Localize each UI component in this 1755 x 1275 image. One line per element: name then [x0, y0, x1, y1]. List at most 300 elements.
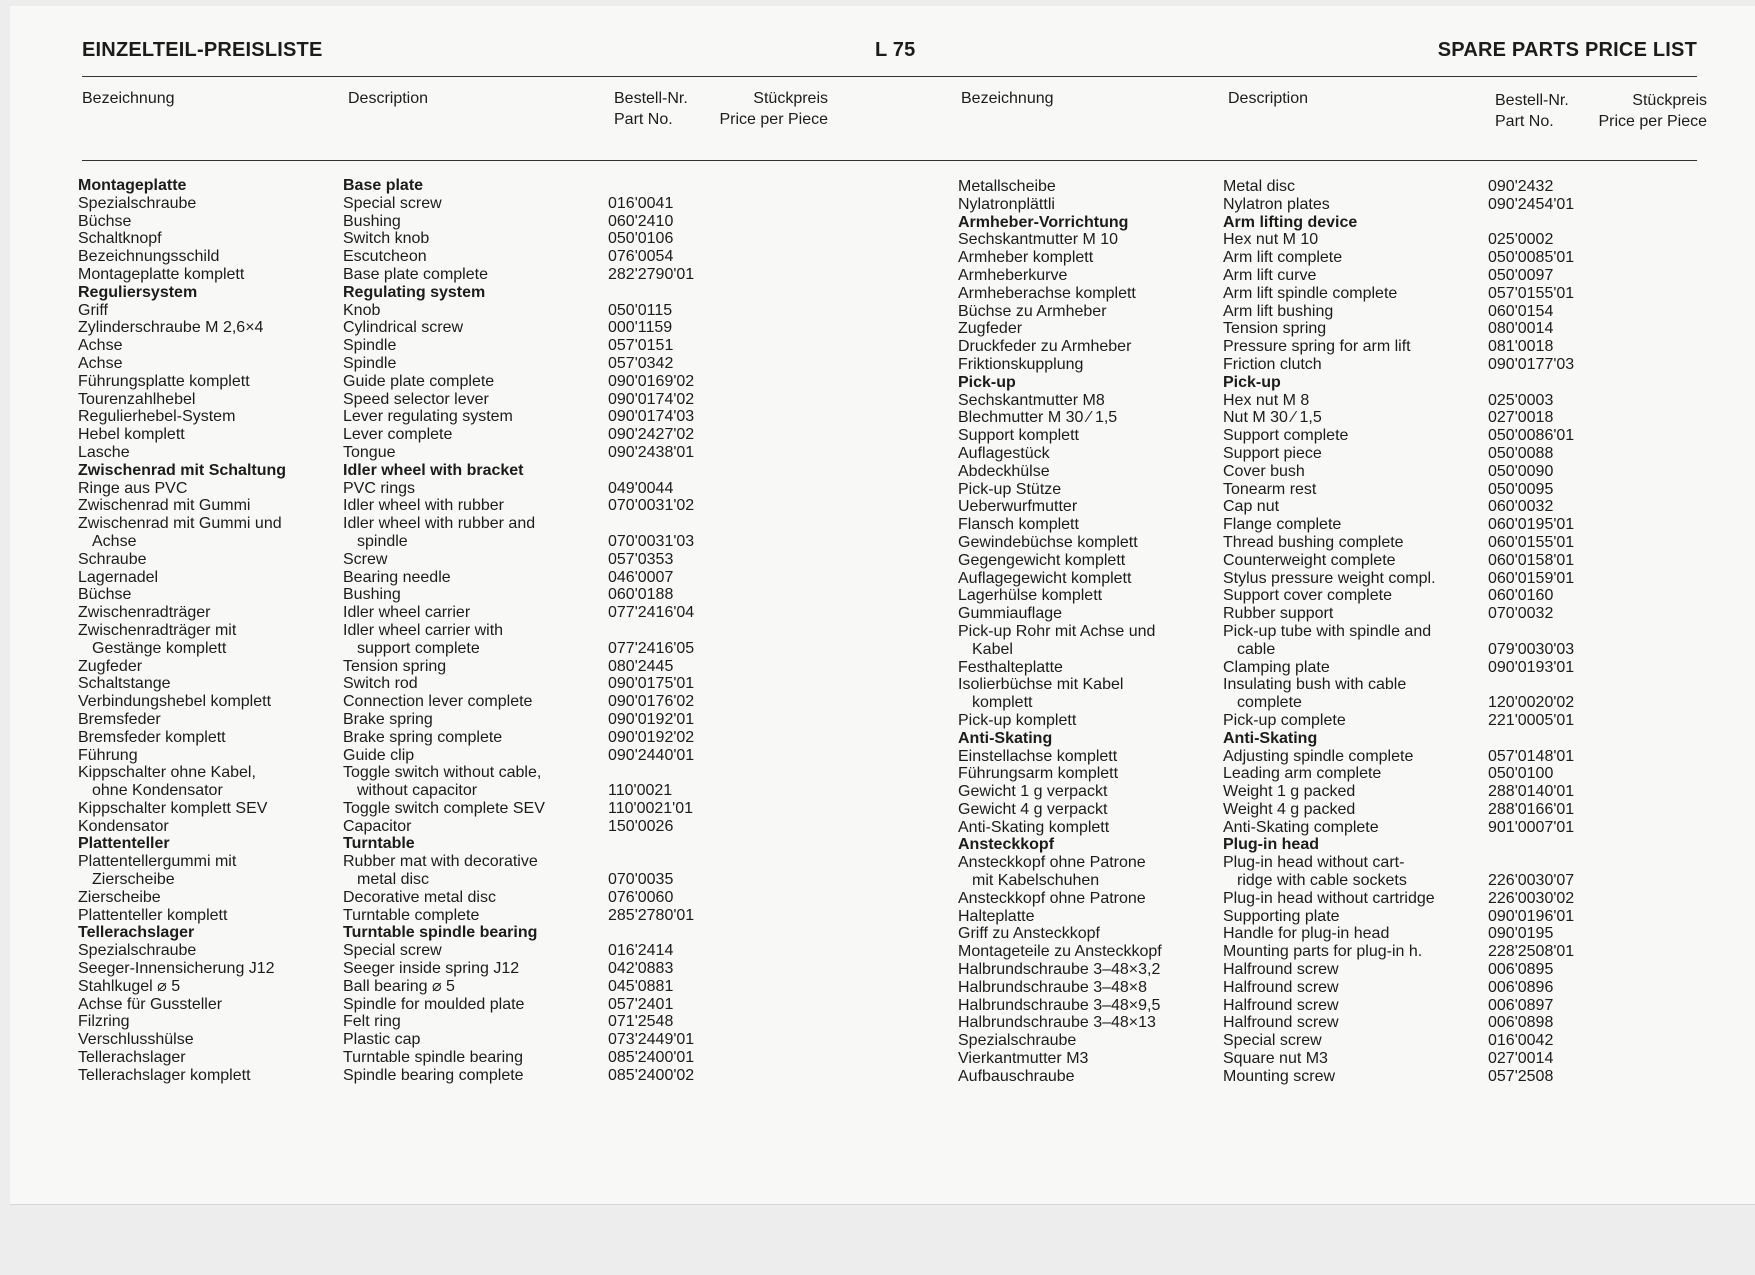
part-name-german: Flansch komplett — [958, 516, 1079, 534]
part-name-german: Gummiauflage — [958, 605, 1063, 623]
part-name-english: Arm lift curve — [1223, 266, 1317, 284]
part-number: 090'2454'01 — [1488, 195, 1575, 213]
part-name-english: Decorative metal disc — [343, 888, 496, 906]
part-name-english: Bushing — [343, 586, 401, 604]
colhead-stueckpreis-label: Stückpreis — [753, 90, 828, 107]
part-number: 090'2438'01 — [608, 443, 695, 461]
part-number: 090'0196'01 — [1488, 907, 1575, 925]
part-name-english: Pick-up complete — [1223, 711, 1346, 729]
part-name-english: Metal disc — [1223, 178, 1296, 195]
colhead-stueckpreis-label: Stückpreis — [1632, 92, 1707, 109]
part-name-german: Büchse zu Armheber — [958, 302, 1107, 320]
part-name-german: Kondensator — [78, 817, 169, 835]
part-name-german: Armheber komplett — [958, 249, 1094, 267]
part-number: 050'0090 — [1488, 462, 1554, 480]
part-name-english: Halfround screw — [1223, 978, 1339, 996]
part-name-german: Seeger-Innensicherung J12 — [78, 960, 275, 978]
part-number: 050'0086'01 — [1488, 427, 1575, 445]
colhead-price-per-piece-label: Price per Piece — [1598, 113, 1707, 130]
colhead-partno-label: Part No. — [614, 111, 673, 128]
part-name-english: Turntable — [343, 835, 415, 853]
part-number: 016'2414 — [608, 942, 674, 960]
part-name-english: spindle — [357, 532, 408, 550]
part-name-german: Tellerachslager — [78, 1049, 186, 1067]
part-number: 226'0030'07 — [1488, 872, 1575, 890]
part-name-english: Halfround screw — [1223, 996, 1339, 1014]
part-name-german: Einstellachse komplett — [958, 747, 1118, 765]
part-name-english: Toggle switch complete SEV — [343, 799, 545, 817]
part-name-german: Montageplatte komplett — [78, 265, 245, 283]
part-name-english: Friction clutch — [1223, 355, 1322, 373]
part-number: 050'0088 — [1488, 444, 1554, 462]
part-name-german: Aufbauschraube — [958, 1067, 1075, 1085]
part-number: 288'0166'01 — [1488, 800, 1575, 818]
part-name-german: Armheberachse komplett — [958, 284, 1136, 302]
part-name-german: Hebel komplett — [78, 426, 185, 444]
part-number: 090'0195 — [1488, 925, 1554, 943]
part-name-english: Idler wheel with rubber — [343, 497, 504, 515]
part-name-german: Isolierbüchse mit Kabel — [958, 676, 1124, 694]
part-number: 090'0192'01 — [608, 710, 695, 728]
part-number: 110'0021'01 — [608, 799, 694, 817]
part-number: 090'0175'01 — [608, 675, 695, 693]
part-name-english: Bearing needle — [343, 568, 451, 586]
part-name-german: Pick-up Stütze — [958, 480, 1062, 498]
colhead-description-left: Description — [348, 90, 429, 107]
part-name-english: Counterweight complete — [1223, 551, 1396, 569]
part-name-german: Achse — [78, 354, 123, 372]
part-number: 073'2449'01 — [608, 1031, 695, 1049]
part-name-german: Sechskantmutter M8 — [958, 391, 1105, 409]
part-name-english: Toggle switch without cable, — [343, 764, 542, 782]
colhead-description-right: Description — [1228, 90, 1309, 107]
part-name-english: Weight 4 g packed — [1223, 800, 1356, 818]
part-number: 042'0883 — [608, 960, 674, 978]
part-name-german: Spezialschraube — [958, 1032, 1077, 1050]
part-name-german: Halbrundschraube 3–48×8 — [958, 978, 1148, 996]
part-name-english: Special screw — [343, 194, 442, 212]
part-number: 060'0032 — [1488, 498, 1554, 516]
part-name-german: Halteplatte — [958, 907, 1035, 925]
part-name-english: Brake spring — [343, 710, 433, 728]
part-name-english: Cap nut — [1223, 498, 1280, 516]
part-name-german: Verschlusshülse — [78, 1031, 194, 1049]
part-name-german: Zylinderschraube M 2,6×4 — [78, 319, 264, 337]
part-number: 016'0041 — [608, 194, 674, 212]
part-name-german: Ansteckkopf ohne Patrone — [958, 854, 1146, 872]
part-name-german: Plattentellergummi mit — [78, 853, 237, 871]
part-name-german: Ansteckkopf — [958, 836, 1055, 854]
part-name-german: Zugfeder — [958, 320, 1023, 338]
part-number: 077'2416'05 — [608, 639, 695, 657]
price-list-page — [10, 6, 1755, 1205]
part-name-english: Plug-in head without cart- — [1223, 854, 1405, 872]
part-name-german: Vierkantmutter M3 — [958, 1050, 1089, 1068]
part-number: 016'0042 — [1488, 1032, 1554, 1050]
part-number: 057'0155'01 — [1488, 284, 1575, 302]
part-number: 006'0896 — [1488, 978, 1554, 996]
part-name-english: Escutcheon — [343, 248, 427, 266]
part-name-english: Nut M 30 ⁄ 1,5 — [1223, 409, 1322, 427]
part-number: 070'0032 — [1488, 605, 1554, 623]
part-name-english: Brake spring complete — [343, 728, 503, 746]
part-name-german: Achse — [78, 337, 123, 355]
part-number: 057'0353 — [608, 550, 674, 568]
part-name-english: Pick-up — [1223, 373, 1281, 391]
part-number: 080'2445 — [608, 657, 674, 675]
part-name-english: Cylindrical screw — [343, 319, 464, 337]
part-name-german: Regulierhebel-System — [78, 408, 236, 426]
part-name-english: Arm lifting device — [1223, 213, 1358, 231]
part-name-english: Ball bearing ⌀ 5 — [343, 977, 455, 995]
part-name-german: Ringe aus PVC — [78, 479, 188, 497]
part-number: 081'0018 — [1488, 338, 1554, 356]
part-name-german: Gegengewicht komplett — [958, 551, 1126, 569]
part-number: 027'0018 — [1488, 409, 1554, 427]
part-name-english: Seeger inside spring J12 — [343, 960, 520, 978]
part-name-english: Lever complete — [343, 426, 453, 444]
part-number: 060'0155'01 — [1488, 533, 1575, 551]
part-name-english: Idler wheel with rubber and — [343, 515, 536, 533]
part-name-german: Zwischenrad mit Schaltung — [78, 461, 287, 479]
part-name-english: metal disc — [357, 871, 430, 889]
part-name-english: Support complete — [1223, 427, 1349, 445]
part-name-german: Gewicht 4 g verpackt — [958, 800, 1108, 818]
part-name-german: Montageteile zu Ansteckkopf — [958, 943, 1162, 961]
part-name-english: Spindle for moulded plate — [343, 995, 525, 1013]
part-number: 221'0005'01 — [1488, 711, 1575, 729]
part-name-german: Griff — [78, 301, 108, 319]
part-name-english: Screw — [343, 550, 388, 568]
part-name-english: Rubber support — [1223, 605, 1334, 623]
part-number: 090'0177'03 — [1488, 355, 1575, 373]
part-name-german: Metallscheibe — [958, 178, 1056, 195]
part-name-english: cable — [1237, 640, 1276, 658]
part-name-english: Lever regulating system — [343, 408, 513, 426]
part-number: 085'2400'01 — [608, 1049, 695, 1067]
part-number: 050'0085'01 — [1488, 249, 1575, 267]
part-name-english: Square nut M3 — [1223, 1050, 1328, 1068]
part-name-german: mit Kabelschuhen — [972, 872, 1100, 890]
part-name-german: Zwischenrad mit Gummi und — [78, 515, 282, 533]
part-name-german: Führungsplatte komplett — [78, 372, 250, 390]
part-number: 090'2432 — [1488, 178, 1554, 195]
part-name-english: Tongue — [343, 443, 396, 461]
part-number: 060'0160 — [1488, 587, 1554, 605]
part-name-english: Anti-Skating complete — [1223, 818, 1379, 836]
part-number: 057'0151 — [608, 337, 674, 355]
part-name-german: Kippschalter ohne Kabel, — [78, 764, 256, 782]
part-name-english: Flange complete — [1223, 516, 1342, 534]
part-name-german: Nylatronplättli — [958, 195, 1055, 213]
part-name-german: Gewindebüchse komplett — [958, 533, 1138, 551]
part-name-german: Spezialschraube — [78, 942, 197, 960]
part-number: 901'0007'01 — [1488, 818, 1575, 836]
part-name-german: Halbrundschraube 3–48×9,5 — [958, 996, 1161, 1014]
part-number: 070'0031'02 — [608, 497, 695, 515]
colhead-bezeichnung-right: Bezeichnung — [961, 90, 1054, 107]
colhead-partno-label: Part No. — [1495, 113, 1554, 130]
part-number: 090'0193'01 — [1488, 658, 1575, 676]
part-name-english: Spindle — [343, 337, 397, 355]
part-number: 060'0188 — [608, 586, 674, 604]
part-name-german: Lagerhülse komplett — [958, 587, 1103, 605]
part-name-german: Plattenteller komplett — [78, 906, 228, 924]
part-number: 057'0148'01 — [1488, 747, 1575, 765]
part-name-english: Knob — [343, 301, 381, 319]
part-number: 006'0898 — [1488, 1014, 1554, 1032]
table-header-rule — [82, 160, 1697, 161]
part-name-english: Plug-in head — [1223, 836, 1319, 854]
part-name-german: Kippschalter komplett SEV — [78, 799, 268, 817]
part-number: 027'0014 — [1488, 1050, 1554, 1068]
part-number: 025'0003 — [1488, 391, 1554, 409]
part-number: 077'2416'04 — [608, 604, 695, 622]
part-name-german: ohne Kondensator — [92, 782, 223, 800]
part-name-english: Stylus pressure weight compl. — [1223, 569, 1436, 587]
part-name-english: Capacitor — [343, 817, 412, 835]
document-title-english: SPARE PARTS PRICE LIST — [1437, 39, 1697, 61]
part-name-german: Lasche — [78, 443, 130, 461]
part-name-german: Tellerachslager komplett — [78, 1066, 251, 1084]
part-number: 046'0007 — [608, 568, 674, 586]
colhead-bestellnr-label: Bestell-Nr. — [614, 90, 688, 107]
colhead-bezeichnung-left: Bezeichnung — [82, 90, 175, 107]
part-name-german: Zierscheibe — [92, 871, 175, 889]
part-number: 090'0174'02 — [608, 390, 695, 408]
part-name-english: Support cover complete — [1223, 587, 1392, 605]
part-name-english: Support piece — [1223, 444, 1322, 462]
part-name-german: Zierscheibe — [78, 888, 161, 906]
part-name-english: Weight 1 g packed — [1223, 783, 1356, 801]
part-name-english: Special screw — [343, 942, 442, 960]
part-name-german: Zwischenradträger — [78, 604, 211, 622]
part-name-english: Handle for plug-in head — [1223, 925, 1390, 943]
part-number: 090'0169'02 — [608, 372, 695, 390]
part-number: 110'0021 — [608, 782, 673, 800]
part-number: 057'0342 — [608, 354, 674, 372]
part-number: 050'0095 — [1488, 480, 1554, 498]
part-name-german: Sechskantmutter M 10 — [958, 231, 1119, 249]
part-number: 079'0030'03 — [1488, 640, 1575, 658]
part-name-german: Gewicht 1 g verpackt — [958, 783, 1108, 801]
part-number: 288'0140'01 — [1488, 783, 1575, 801]
part-name-english: Supporting plate — [1223, 907, 1340, 925]
part-number: 060'0195'01 — [1488, 516, 1575, 534]
colhead-price-left — [704, 88, 828, 130]
part-name-english: Hex nut M 8 — [1223, 391, 1310, 409]
part-name-english: Tonearm rest — [1223, 480, 1317, 498]
header-rule — [82, 76, 1697, 77]
part-name-german: Gestänge komplett — [92, 639, 227, 657]
part-name-english: Idler wheel carrier — [343, 604, 471, 622]
part-name-english: Switch knob — [343, 230, 430, 248]
part-name-german: Spezialschraube — [78, 194, 197, 212]
part-name-english: Base plate — [343, 177, 424, 194]
part-name-english: Spindle bearing complete — [343, 1066, 524, 1084]
colhead-bestellnr-label: Bestell-Nr. — [1495, 92, 1569, 109]
part-name-german: Bezeichnungsschild — [78, 248, 220, 266]
part-name-english: Turntable spindle bearing — [343, 1049, 523, 1067]
part-number: 228'2508'01 — [1488, 943, 1575, 961]
part-number: 120'0020'02 — [1488, 694, 1575, 712]
part-name-english: Bushing — [343, 212, 401, 230]
part-name-english: Leading arm complete — [1223, 765, 1382, 783]
part-name-german: Auflagestück — [958, 444, 1050, 462]
part-name-german: komplett — [972, 694, 1033, 712]
part-name-english: Guide clip — [343, 746, 415, 764]
part-number: 060'2410 — [608, 212, 674, 230]
part-name-german: Support komplett — [958, 427, 1079, 445]
part-name-english: Halfround screw — [1223, 1014, 1339, 1032]
document-title-german: EINZELTEIL-PREISLISTE — [82, 39, 323, 61]
part-number: 085'2400'02 — [608, 1066, 695, 1084]
part-name-english: PVC rings — [343, 479, 416, 497]
part-number: 076'0054 — [608, 248, 674, 266]
colhead-partno-left — [614, 88, 688, 130]
part-name-german: Bremsfeder komplett — [78, 728, 226, 746]
part-number: 090'2427'02 — [608, 426, 695, 444]
part-name-english: Base plate complete — [343, 265, 488, 283]
part-number: 060'0159'01 — [1488, 569, 1575, 587]
part-number: 057'2508 — [1488, 1067, 1554, 1085]
part-name-english: Mounting parts for plug-in h. — [1223, 943, 1423, 961]
part-name-english: Speed selector lever — [343, 390, 489, 408]
part-name-german: Plattenteller — [78, 835, 170, 853]
part-name-english: Turntable complete — [343, 906, 480, 924]
part-name-german: Schaltstange — [78, 675, 171, 693]
part-name-german: Schaltknopf — [78, 230, 162, 248]
part-name-english: Turntable spindle bearing — [343, 924, 538, 942]
part-name-english: Plug-in head without cartridge — [1223, 889, 1435, 907]
part-name-german: Zwischenradträger mit — [78, 621, 237, 639]
colhead-price-right — [1570, 90, 1707, 132]
part-name-german: Abdeckhülse — [958, 462, 1050, 480]
part-name-english: Thread bushing complete — [1223, 533, 1404, 551]
part-name-german: Achse für Gussteller — [78, 995, 223, 1013]
part-number: 006'0895 — [1488, 961, 1554, 979]
part-name-english: Arm lift spindle complete — [1223, 284, 1398, 302]
colhead-price-per-piece-label: Price per Piece — [719, 111, 828, 128]
part-name-english: Idler wheel with bracket — [343, 461, 524, 479]
part-name-english: Halfround screw — [1223, 961, 1339, 979]
part-name-german: Stahlkugel ⌀ 5 — [78, 977, 181, 995]
colhead-partno-right — [1495, 90, 1569, 132]
part-name-german: Bremsfeder — [78, 710, 161, 728]
part-name-german: Auflagegewicht komplett — [958, 569, 1132, 587]
part-number: 025'0002 — [1488, 231, 1554, 249]
part-name-german: Pick-up — [958, 373, 1016, 391]
part-number: 050'0100 — [1488, 765, 1554, 783]
part-name-german: Reguliersystem — [78, 283, 198, 301]
part-number: 050'0097 — [1488, 266, 1554, 284]
part-number: 070'0035 — [608, 871, 674, 889]
part-name-german: Ueberwurfmutter — [958, 498, 1078, 516]
part-name-german: Pick-up Rohr mit Achse und — [958, 622, 1156, 640]
part-number: 060'0154 — [1488, 302, 1554, 320]
part-number: 050'0115 — [608, 301, 673, 319]
part-number: 282'2790'01 — [608, 265, 695, 283]
part-number: 070'0031'03 — [608, 532, 695, 550]
part-name-german: Kabel — [972, 640, 1013, 658]
part-name-german: Friktionskupplung — [958, 355, 1084, 373]
part-number: 057'2401 — [608, 995, 674, 1013]
part-number: 076'0060 — [608, 888, 674, 906]
part-name-german: Büchse — [78, 586, 132, 604]
part-name-english: Pressure spring for arm lift — [1223, 338, 1411, 356]
part-name-german: Büchse — [78, 212, 132, 230]
part-name-english: Arm lift complete — [1223, 249, 1343, 267]
part-name-english: Special screw — [1223, 1032, 1322, 1050]
part-number: 150'0026 — [608, 817, 674, 835]
part-name-english: support complete — [357, 639, 480, 657]
part-name-german: Verbindungshebel komplett — [78, 693, 272, 711]
part-name-german: Tellerachslager — [78, 924, 195, 942]
part-number: 285'2780'01 — [608, 906, 695, 924]
part-name-german: Montageplatte — [78, 177, 187, 194]
part-name-english: Guide plate complete — [343, 372, 495, 390]
part-name-german: Ansteckkopf ohne Patrone — [958, 889, 1146, 907]
part-name-english: Regulating system — [343, 283, 486, 301]
part-name-german: Lagernadel — [78, 568, 159, 586]
part-name-german: Führung — [78, 746, 138, 764]
part-name-german: Griff zu Ansteckkopf — [958, 925, 1100, 943]
part-name-english: Tension spring — [1223, 320, 1327, 338]
part-name-english: Connection lever complete — [343, 693, 533, 711]
part-name-german: Tourenzahlhebel — [78, 390, 196, 408]
part-name-english: Adjusting spindle complete — [1223, 747, 1414, 765]
part-name-english: Pick-up tube with spindle and — [1223, 622, 1432, 640]
part-name-german: Achse — [92, 532, 137, 550]
part-name-german: Führungsarm komplett — [958, 765, 1119, 783]
part-name-german: Festhalteplatte — [958, 658, 1063, 676]
part-name-english: Rubber mat with decorative — [343, 853, 538, 871]
part-number: 090'0174'03 — [608, 408, 695, 426]
part-name-english: ridge with cable sockets — [1237, 872, 1407, 890]
part-name-english: Switch rod — [343, 675, 418, 693]
part-name-german: Anti-Skating komplett — [958, 818, 1110, 836]
part-number: 006'0897 — [1488, 996, 1554, 1014]
part-name-german: Pick-up komplett — [958, 711, 1077, 729]
part-name-german: Schraube — [78, 550, 147, 568]
part-number: 090'2440'01 — [608, 746, 695, 764]
part-name-english: Tension spring — [343, 657, 447, 675]
part-name-english: Clamping plate — [1223, 658, 1330, 676]
part-number: 000'1159 — [608, 319, 673, 337]
part-name-english: Anti-Skating — [1223, 729, 1318, 747]
part-name-english: Cover bush — [1223, 462, 1305, 480]
part-name-german: Anti-Skating — [958, 729, 1053, 747]
part-number: 090'0192'02 — [608, 728, 695, 746]
part-number: 080'0014 — [1488, 320, 1554, 338]
part-name-english: Spindle — [343, 354, 397, 372]
part-name-english: Insulating bush with cable — [1223, 676, 1407, 694]
part-number: 049'0044 — [608, 479, 674, 497]
part-name-english: Nylatron plates — [1223, 195, 1330, 213]
part-number: 045'0881 — [608, 977, 674, 995]
part-name-german: Filzring — [78, 1013, 130, 1031]
part-name-german: Zugfeder — [78, 657, 143, 675]
part-name-german: Druckfeder zu Armheber — [958, 338, 1132, 356]
part-name-english: Mounting screw — [1223, 1067, 1336, 1085]
part-name-german: Halbrundschraube 3–48×13 — [958, 1014, 1156, 1032]
part-name-english: Arm lift bushing — [1223, 302, 1334, 320]
part-name-german: Blechmutter M 30 ⁄ 1,5 — [958, 409, 1118, 427]
part-name-english: Idler wheel carrier with — [343, 621, 504, 639]
part-number: 226'0030'02 — [1488, 889, 1575, 907]
part-name-english: without capacitor — [357, 782, 478, 800]
part-name-english: Plastic cap — [343, 1031, 421, 1049]
